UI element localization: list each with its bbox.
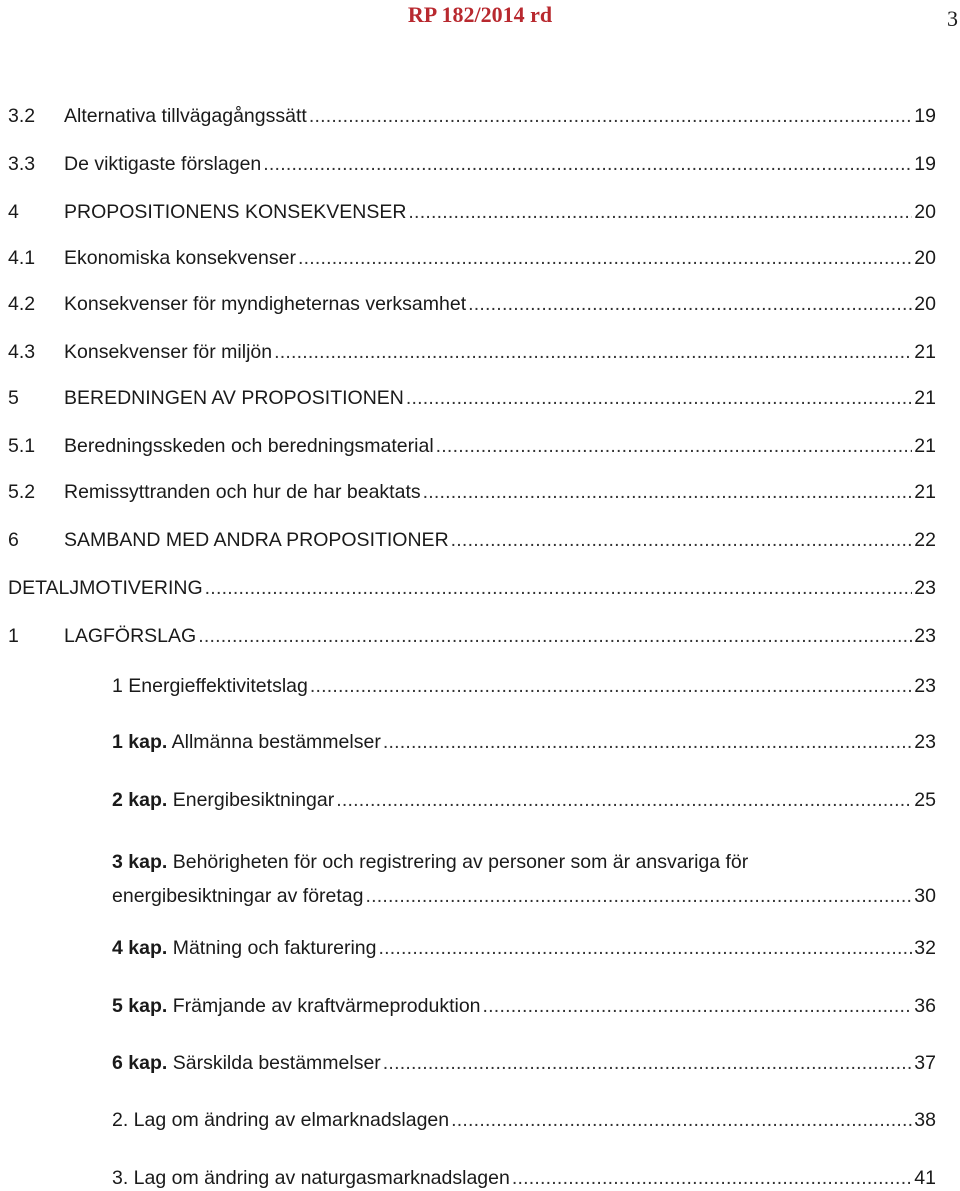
toc-entry[interactable]	[112, 788, 936, 812]
toc-entry[interactable]	[8, 576, 936, 600]
toc-title: DETALJMOTIVERING	[8, 577, 203, 599]
toc-leader	[423, 480, 913, 504]
toc-page: 21	[914, 387, 936, 409]
toc-page: 23	[914, 577, 936, 599]
toc-page: 37	[914, 1052, 936, 1074]
toc-leader	[310, 674, 912, 698]
toc-leader	[483, 994, 913, 1018]
toc-leader	[451, 1108, 912, 1132]
toc-entry[interactable]	[8, 386, 936, 410]
toc-number: 1	[8, 625, 19, 647]
toc-page: 22	[914, 529, 936, 551]
toc-title: 3. Lag om ändring av naturgasmarknadslagen	[112, 1167, 510, 1189]
toc-leader	[383, 1051, 913, 1075]
chapter-label: 2 kap.	[112, 789, 168, 811]
toc-entry[interactable]	[8, 246, 936, 270]
toc-page: 30	[914, 885, 936, 907]
toc-leader	[468, 292, 912, 316]
toc-title-continued: energibesiktningar av företag	[112, 885, 364, 907]
toc-leader	[436, 434, 913, 458]
toc-leader	[198, 624, 912, 648]
toc-entry[interactable]	[112, 674, 936, 698]
toc-leader	[379, 936, 913, 960]
toc-page: 25	[914, 789, 936, 811]
toc-title: PROPOSITIONENS KONSEKVENSER	[64, 201, 407, 223]
toc-number: 4	[8, 201, 19, 223]
toc-page: 23	[914, 625, 936, 647]
document-title: RP 182/2014 rd	[407, 2, 553, 27]
toc-number: 3.3	[8, 153, 36, 175]
toc-title: BEREDNINGEN AV PROPOSITIONEN	[64, 387, 404, 409]
toc-leader	[406, 386, 912, 410]
toc-leader	[274, 340, 912, 364]
toc-leader	[309, 104, 912, 128]
toc-title: De viktigaste förslagen	[64, 153, 262, 175]
toc-page: 21	[914, 435, 936, 457]
toc-title: Beredningsskeden och beredningsmaterial	[64, 435, 434, 457]
toc-page: 19	[914, 105, 936, 127]
toc-number: 5	[8, 387, 19, 409]
toc-entry[interactable]	[112, 1166, 936, 1190]
toc-title: Konsekvenser för miljön	[64, 341, 273, 363]
toc-page: 21	[914, 341, 936, 363]
chapter-label: 4 kap.	[112, 937, 168, 959]
chapter-label: 5 kap.	[112, 995, 168, 1017]
toc-entry[interactable]	[8, 528, 936, 552]
toc-page: 19	[914, 153, 936, 175]
toc-number: 6	[8, 529, 19, 551]
toc-title: Behörigheten för och registrering av personer som är ansvariga för	[172, 851, 749, 873]
toc-page: 32	[914, 937, 936, 959]
toc-number: 4.3	[8, 341, 36, 363]
chapter-label: 6 kap.	[112, 1052, 168, 1074]
toc-entry[interactable]	[112, 1108, 936, 1132]
toc-entry[interactable]	[8, 104, 936, 128]
toc-title: Mätning och fakturering	[172, 937, 377, 959]
toc-title: LAGFÖRSLAG	[64, 625, 197, 647]
toc-leader	[512, 1166, 912, 1190]
toc-leader	[383, 730, 912, 754]
toc-entry[interactable]	[112, 845, 936, 913]
toc-page: 36	[914, 995, 936, 1017]
toc-number: 5.2	[8, 481, 36, 503]
toc-page: 41	[914, 1167, 936, 1189]
toc-number: 4.2	[8, 293, 36, 315]
toc-page: 38	[914, 1109, 936, 1131]
toc-page: 23	[914, 675, 936, 697]
toc-entry[interactable]	[8, 200, 936, 224]
toc-page: 20	[914, 201, 936, 223]
toc-title: Allmänna bestämmelser	[171, 731, 381, 753]
toc-entry[interactable]	[112, 994, 936, 1018]
toc-leader	[298, 246, 912, 270]
toc-page: 20	[914, 293, 936, 315]
toc-entry[interactable]	[8, 152, 936, 176]
toc-title: 1 Energieffektivitetslag	[112, 675, 308, 697]
page-number: 3	[947, 6, 958, 31]
toc-entry[interactable]	[112, 936, 936, 960]
toc-leader	[366, 879, 913, 913]
toc-entry[interactable]	[8, 434, 936, 458]
toc-page: 21	[914, 481, 936, 503]
toc-title: Konsekvenser för myndigheternas verksamhet	[64, 293, 467, 315]
toc-leader	[263, 152, 912, 176]
chapter-label: 1 kap.	[112, 731, 168, 753]
toc-title: Alternativa tillvägagångssätt	[64, 105, 307, 127]
toc-leader	[451, 528, 913, 552]
toc-entry[interactable]	[112, 730, 936, 754]
toc-page: 20	[914, 247, 936, 269]
chapter-label: 3 kap.	[112, 851, 168, 873]
toc-entry[interactable]	[112, 1051, 936, 1075]
toc-entry[interactable]	[8, 340, 936, 364]
toc-number: 3.2	[8, 105, 36, 127]
toc-entry[interactable]	[8, 480, 936, 504]
toc-page: 23	[914, 731, 936, 753]
toc-title: Främjande av kraftvärmeproduktion	[172, 995, 481, 1017]
toc-entry[interactable]	[8, 292, 936, 316]
toc-number: 5.1	[8, 435, 36, 457]
toc-title: Energibesiktningar	[172, 789, 335, 811]
toc-title: SAMBAND MED ANDRA PROPOSITIONER	[64, 529, 449, 551]
toc-leader	[205, 576, 913, 600]
toc-title: Särskilda bestämmelser	[172, 1052, 381, 1074]
toc-number: 4.1	[8, 247, 36, 269]
toc-title: Remissyttranden och hur de har beaktats	[64, 481, 421, 503]
toc-title: 2. Lag om ändring av elmarknadslagen	[112, 1109, 450, 1131]
toc-title: Ekonomiska konsekvenser	[64, 247, 296, 269]
toc-entry[interactable]	[8, 624, 936, 648]
toc-leader	[336, 788, 912, 812]
toc-leader	[408, 200, 912, 224]
